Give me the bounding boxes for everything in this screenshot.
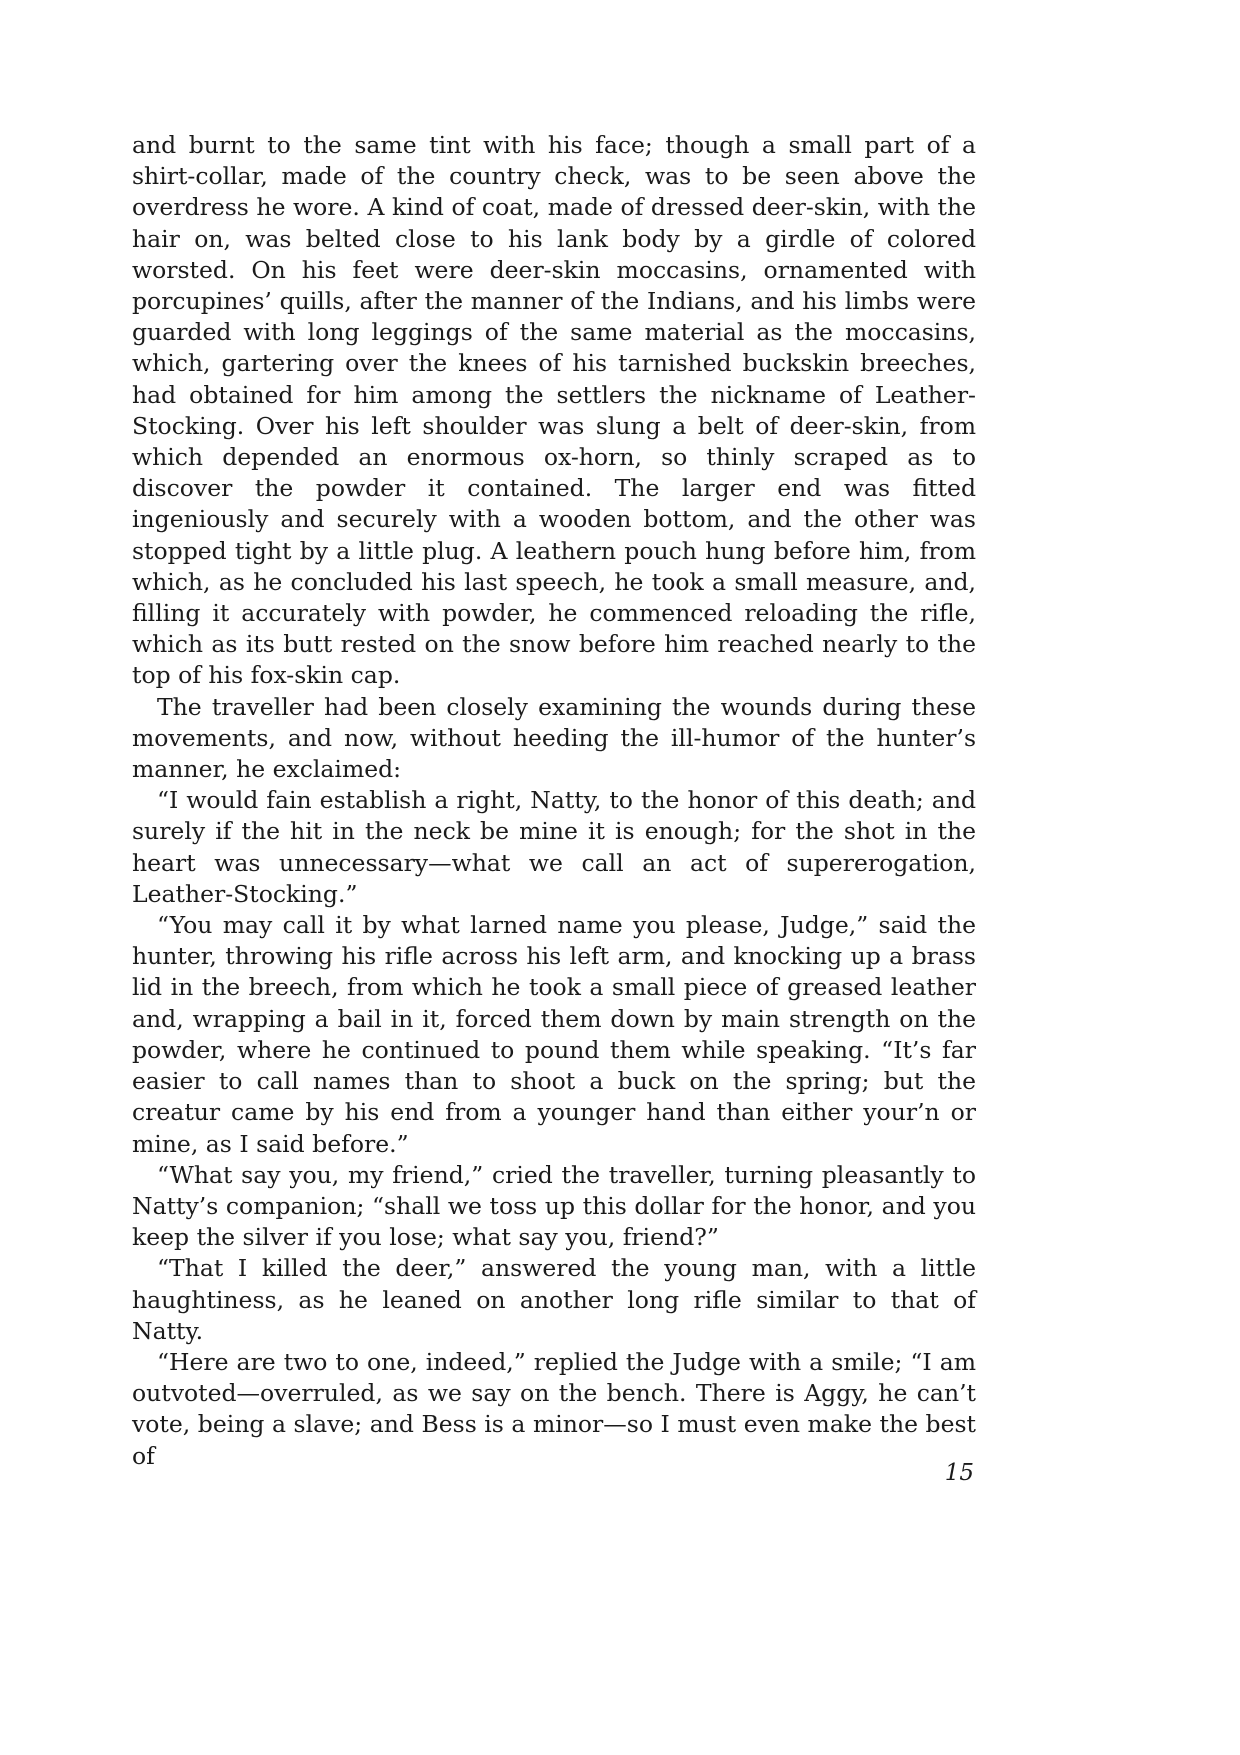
- paragraph-judge-outvoted: “Here are two to one, indeed,” replied the Judge with a smile; “I am outvoted—overruled, as we say on the bench. There is Aggy, he can’t vote, being a slave; and Bess is a minor—so I must even make the best of: [132, 1347, 976, 1470]
- page-body: [132, 130, 976, 1472]
- paragraph-hunter-reply: “You may call it by what larned name you please, Judge,” said the hunter, throwing his rifle across his left arm, and knocking up a brass lid in the breech, from which he took a small piece of greased leather and, wrapping a bail in it, forced them down by main strength on the powder, where he continued to pound them while speaking. “It’s far easier to call names than to shoot a buck on the spring; but the creatur came by his end from a younger hand than either your’n or mine, as I said before.”: [132, 911, 976, 1158]
- paragraph-judge-claim: “I would fain establish a right, Natty, to the honor of this death; and surely if the hit in the neck be mine it is enough; for the shot in the heart was unnecessary—what we call an act of supererogation, Leather-Stocking.”: [132, 786, 976, 908]
- paragraph-toss-dollar: “What say you, my friend,” cried the traveller, turning pleasantly to Natty’s companion; “shall we toss up this dollar for the honor, and you keep the silver if you lose; what say you, friend?”: [132, 1160, 976, 1252]
- paragraph-traveller-examining: The traveller had been closely examining the wounds during these movements, and now, without heeding the ill-humor of the hunter’s manner, he exclaimed:: [132, 692, 976, 784]
- paragraph-continuation: and burnt to the same tint with his face; though a small part of a shirt-collar, made of the country check, was to be seen above the overdress he wore. A kind of coat, made of dressed deer-skin, with the hair on, was belted close to his lank body by a girdle of colored worsted. On his feet were deer-skin moccasins, ornamented with porcupines’ quills, after the manner of the Indians, and his limbs were guarded with long leggings of the same material as the moccasins, which, gartering over the knees of his tarnished buckskin breeches, had obtained for him among the settlers the nickname of Leather-Stocking. Over his left shoulder was slung a belt of deer-skin, from which depended an enormous ox-horn, so thinly scraped as to discover the powder it contained. The larger end was fitted ingeniously and securely with a wooden bottom, and the other was stopped tight by a little plug. A leathern pouch hung before him, from which, as he concluded his last speech, he took a small measure, and, filling it accurately with powder, he commenced reloading the rifle, which as its butt rested on the snow before him reached nearly to the top of his fox-skin cap.: [132, 131, 976, 690]
- page-number: 15: [944, 1460, 974, 1486]
- paragraph-young-man: “That I killed the deer,” answered the young man, with a little haughtiness, as he leaned on another long rifle similar to that of Natty.: [132, 1254, 976, 1345]
